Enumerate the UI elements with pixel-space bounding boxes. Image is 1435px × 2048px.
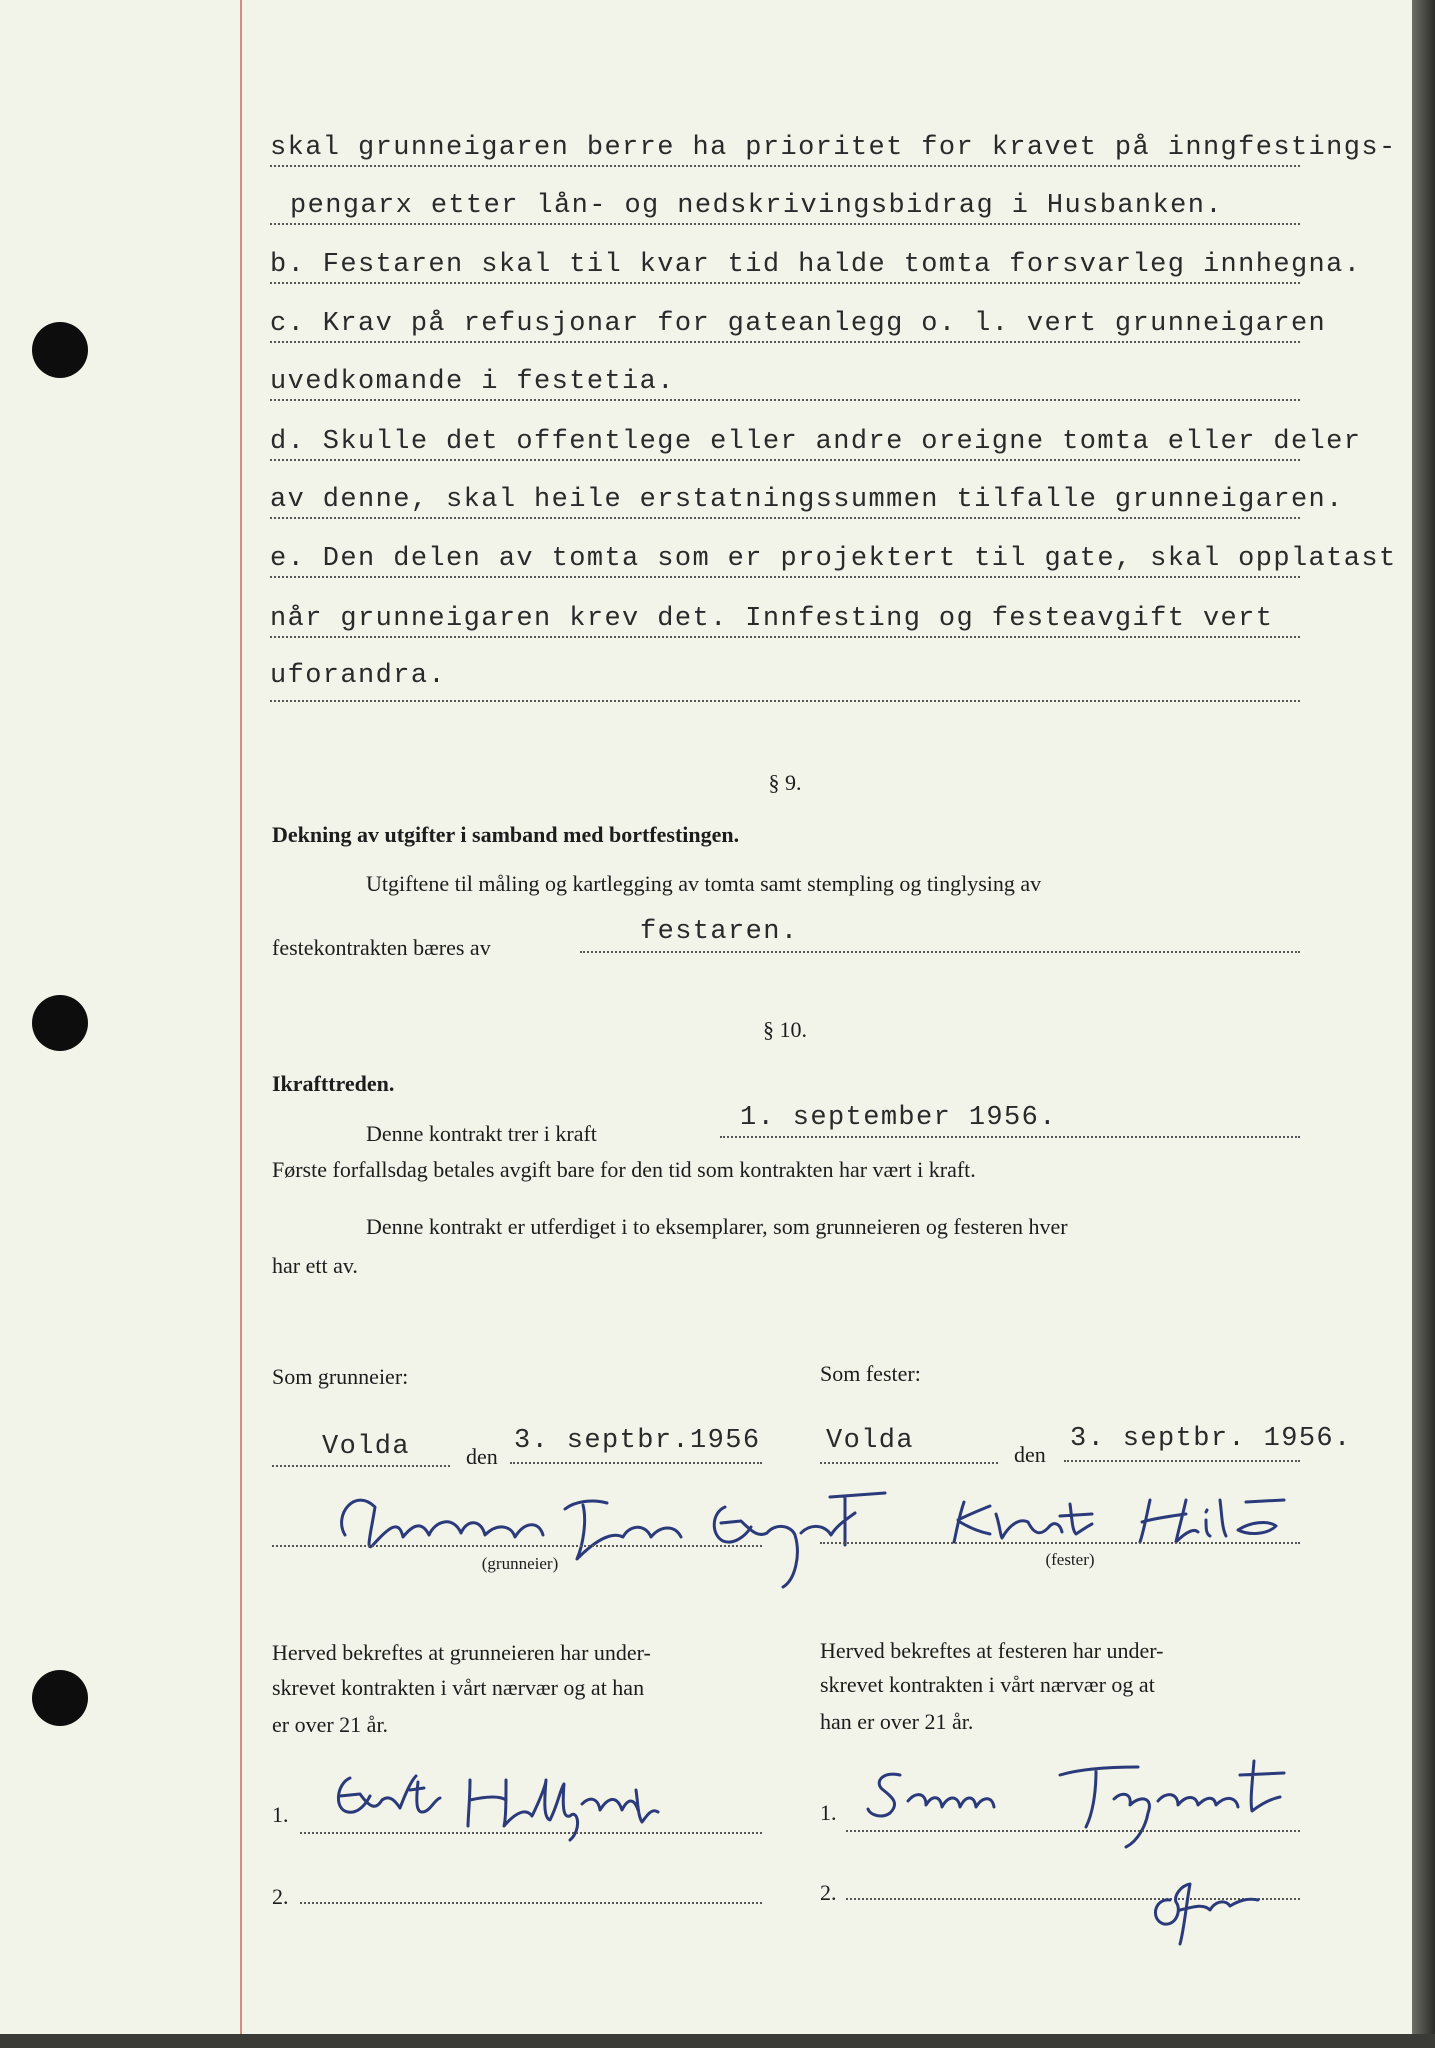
tenant-place: Volda — [826, 1426, 915, 1456]
page-edge-shadow — [1412, 0, 1435, 2048]
dotted-rule — [270, 282, 1300, 284]
owner-caption: (grunneier) — [481, 1554, 559, 1573]
typed-line: skal grunneigaren berre ha prioritet for kravet på inngfestings- — [270, 133, 1397, 163]
typed-line: pengarx etter lån- og nedskrivingsbidrag i Husbanken. — [290, 191, 1223, 221]
owner-witness1-num: 1. — [272, 1802, 289, 1827]
tenant-signature — [950, 1490, 1290, 1550]
dotted-rule — [270, 636, 1300, 638]
typed-line: når grunneigaren krev det. Innfesting og festeavgift vert — [270, 604, 1274, 634]
owner-witness2-num: 2. — [272, 1884, 289, 1909]
typed-line: b. Festaren skal til kvar tid halde tomta forsvarleg innhegna. — [270, 250, 1362, 280]
section-number: § 10. — [763, 1017, 807, 1042]
punch-hole — [32, 322, 88, 378]
dotted-rule — [1064, 1460, 1300, 1462]
dotted-rule — [270, 576, 1300, 578]
punch-hole — [32, 995, 88, 1051]
tenant-date: 3. septbr. 1956. — [1070, 1424, 1352, 1454]
dotted-rule — [270, 459, 1300, 461]
section-heading: Ikrafttreden. — [272, 1071, 395, 1096]
dotted-rule — [846, 1830, 1300, 1832]
page-edge-bottom — [0, 2034, 1435, 2048]
owner-signature — [325, 1475, 890, 1585]
owner-witness-text: er over 21 år. — [272, 1712, 389, 1737]
tenant-witness1-num: 1. — [820, 1800, 837, 1825]
section-body: Denne kontrakt er utferdiget i to eksemplarer, som grunneieren og festeren hver — [366, 1214, 1068, 1239]
section-body: Første forfallsdag betales avgift bare for den tid som kontrakten har vært i kraft. — [272, 1157, 976, 1182]
tenant-witness-text: Herved bekreftes at festeren har under- — [820, 1638, 1164, 1663]
dotted-rule — [720, 1136, 1300, 1138]
typed-line: e. Den delen av tomta som er projektert til gate, skal opplatast — [270, 544, 1397, 574]
dotted-rule — [270, 517, 1300, 519]
tenant-witness2-num: 2. — [820, 1880, 837, 1905]
typed-line: c. Krav på refusjonar for gateanlegg o. l. vert grunneigaren — [270, 309, 1327, 339]
dotted-rule — [300, 1832, 762, 1834]
dotted-rule — [272, 1545, 762, 1547]
dotted-rule — [270, 341, 1300, 343]
owner-place: Volda — [322, 1432, 411, 1462]
typed-line: av denne, skal heile erstatningssummen tilfalle grunneigaren. — [270, 485, 1344, 515]
dotted-rule — [580, 951, 1300, 953]
section-number: § 9. — [768, 770, 802, 795]
tenant-den: den — [1014, 1442, 1046, 1467]
tenant-witness1-signature — [860, 1755, 1310, 1850]
field-value: festaren. — [640, 917, 799, 947]
owner-witness-text: Herved bekreftes at grunneieren har under- — [272, 1640, 651, 1665]
section-body: Utgiftene til måling og kartlegging av tomta samt stempling og tinglysing av — [366, 871, 1042, 896]
dotted-rule — [820, 1542, 1300, 1544]
dotted-rule — [270, 700, 1300, 702]
typed-line: uforandra. — [270, 661, 447, 691]
punch-hole — [32, 1670, 88, 1726]
dotted-rule — [270, 165, 1300, 167]
typed-line: d. Skulle det offentlege eller andre oreigne tomta eller deler — [270, 427, 1362, 457]
dotted-rule — [820, 1462, 998, 1464]
dotted-rule — [270, 399, 1300, 401]
owner-witness-text: skrevet kontrakten i vårt nærvær og at han — [272, 1675, 645, 1700]
field-value: 1. september 1956. — [740, 1103, 1057, 1133]
tenant-heading: Som fester: — [820, 1361, 921, 1386]
tenant-caption: (fester) — [1045, 1550, 1095, 1569]
owner-den: den — [466, 1444, 498, 1469]
owner-heading: Som grunneier: — [272, 1364, 409, 1389]
owner-date: 3. septbr.1956 — [514, 1426, 761, 1456]
dotted-rule — [510, 1462, 762, 1464]
section-body: har ett av. — [272, 1253, 358, 1278]
section-heading: Dekning av utgifter i samband med bortfestingen. — [272, 822, 740, 847]
tenant-witness-text: han er over 21 år. — [820, 1709, 974, 1734]
typed-line: uvedkomande i festetia. — [270, 367, 675, 397]
dotted-rule — [272, 1465, 450, 1467]
dotted-rule — [300, 1902, 762, 1904]
tenant-witness-text: skrevet kontrakten i vårt nærvær og at — [820, 1672, 1155, 1697]
field-label: Denne kontrakt trer i kraft — [366, 1121, 597, 1146]
owner-witness1-signature — [320, 1760, 680, 1835]
initials-mark — [1140, 1870, 1270, 1950]
field-label: festekontrakten bæres av — [272, 935, 491, 960]
dotted-rule — [270, 223, 1300, 225]
margin-rule — [240, 0, 242, 2040]
